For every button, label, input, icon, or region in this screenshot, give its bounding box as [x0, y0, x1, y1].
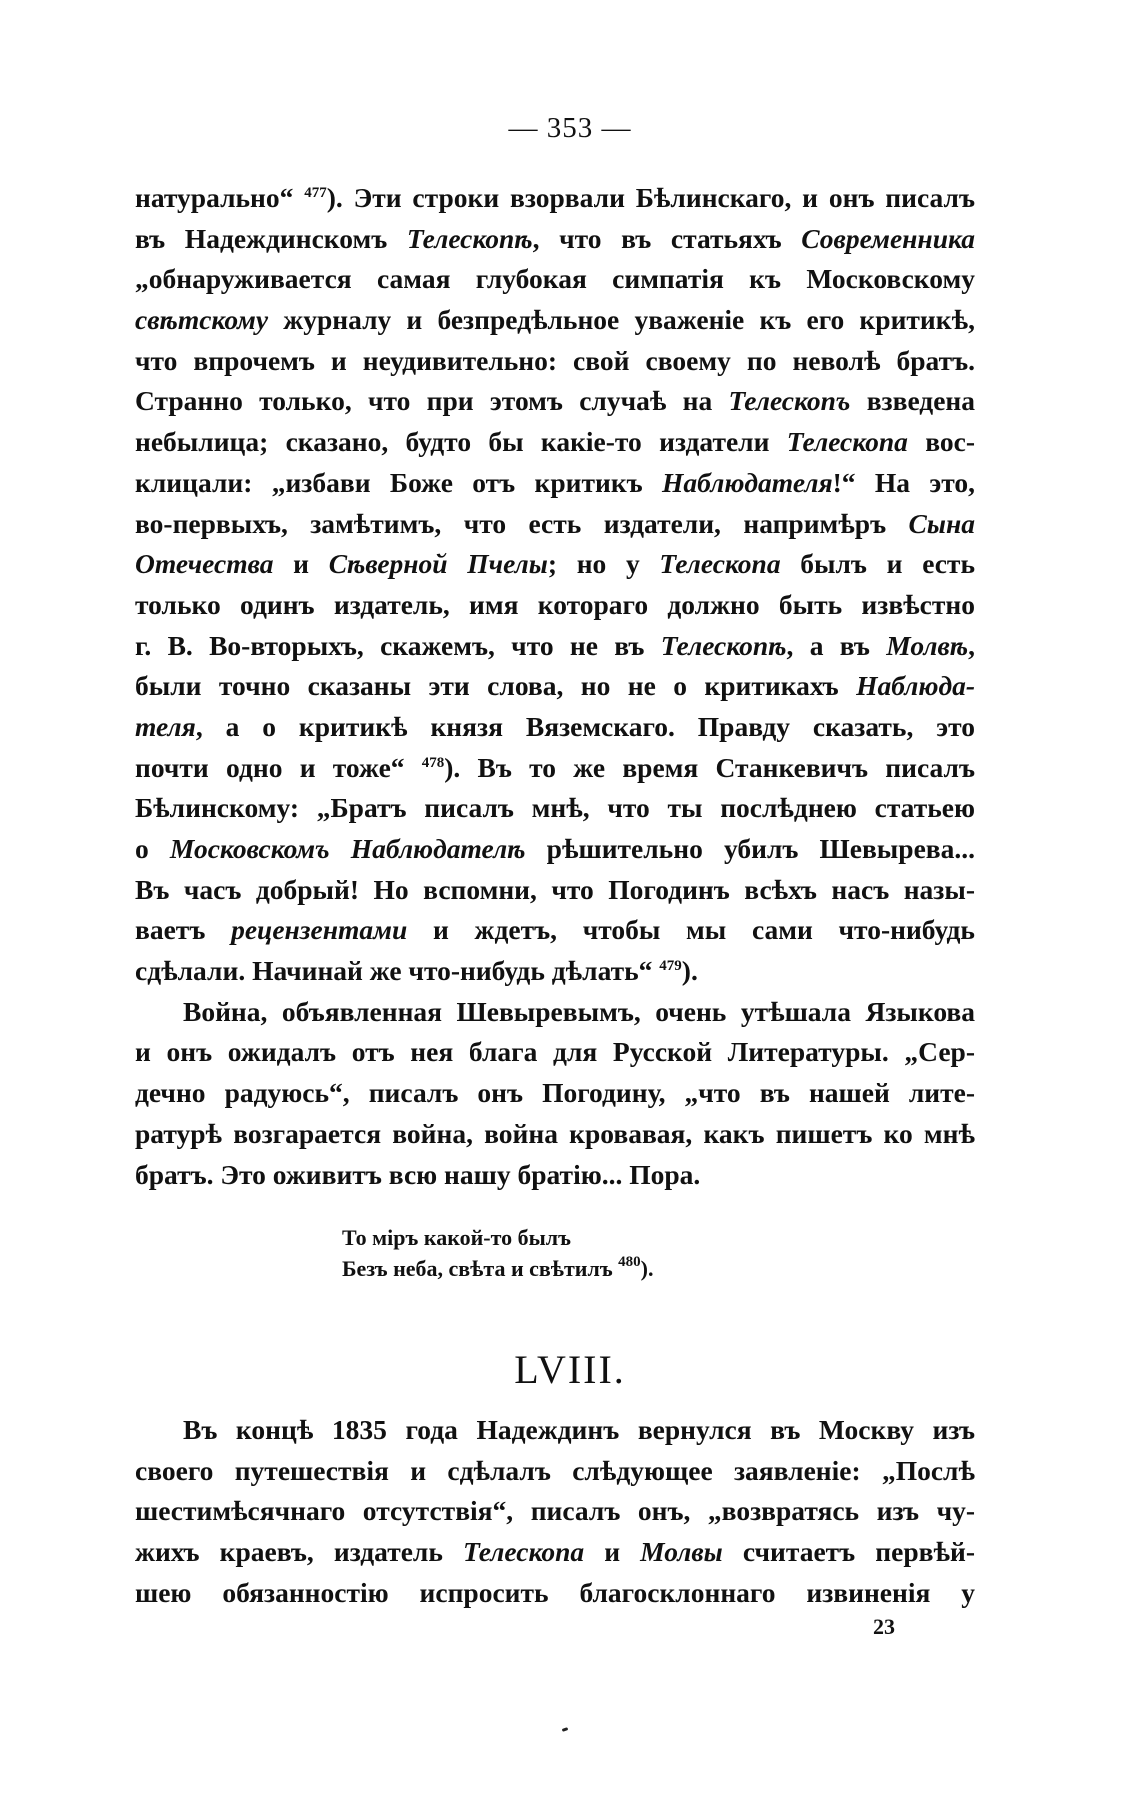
text-line	[135, 829, 975, 870]
line-text: ваетъ	[135, 914, 232, 946]
line-text: ).	[681, 955, 698, 987]
line-text: вос-	[907, 426, 975, 458]
line-text: взведена	[850, 385, 976, 417]
text-line	[135, 381, 975, 422]
line-text: Въ концѣ 1835 года Надеждинъ вернулся въ Москву изъ	[183, 1414, 975, 1445]
line-text: „обнаруживается самая глубокая симпатія къ Московскому	[135, 263, 975, 295]
text-line	[135, 1573, 975, 1614]
text-line	[135, 178, 975, 219]
italic-title: Современника	[801, 222, 975, 254]
text-line	[135, 585, 975, 626]
line-text: клицали: „избави Боже отъ критикъ	[135, 466, 663, 498]
line-text: и	[584, 1536, 641, 1568]
italic-title: Сына	[908, 507, 975, 539]
line-text: былъ и есть	[780, 548, 975, 580]
italic-title: Телескопа	[462, 1536, 585, 1568]
text-line	[135, 910, 975, 951]
line-text: Война, объявленная Шевыревымъ, очень утѣшала Языкова	[183, 995, 975, 1027]
line-text: рѣшительно убилъ Шевырева...	[525, 833, 975, 864]
text-line	[135, 504, 975, 545]
text-line	[135, 951, 975, 992]
line-text: натурально“	[135, 182, 305, 213]
italic-title: Московскомъ Наблюдателѣ	[169, 833, 526, 864]
italic-title: Сѣверной Пчелы	[328, 548, 548, 580]
italic-title: Молвы	[640, 1536, 723, 1568]
text-line	[135, 626, 975, 667]
line-text: дечно радуюсь“, писалъ онъ Погодину, „что въ нашей лите-	[135, 1077, 975, 1109]
text-line	[135, 1073, 975, 1114]
footnote-ref: 479	[659, 958, 682, 975]
line-text: журналу и безпредѣльное уваженіе къ его критикѣ,	[268, 304, 975, 336]
text-line	[135, 707, 975, 748]
text-line	[135, 1032, 975, 1073]
line-text: въ Надеждинскомъ	[135, 222, 407, 254]
footnote-ref: 480	[618, 1254, 641, 1270]
line-text: и	[273, 548, 329, 580]
text-line	[135, 992, 975, 1033]
line-text: что впрочемъ и неудивительно: свой своему по неволѣ братъ.	[135, 344, 975, 376]
italic-title: Телескопъ	[728, 385, 851, 417]
italic-title: Телескопѣ	[660, 629, 787, 661]
line-text: во-первыхъ, замѣтимъ, что есть издатели, напримѣръ	[135, 507, 909, 539]
text-line	[135, 1491, 975, 1532]
text-line	[342, 1253, 653, 1284]
line-text: То міръ какой-то былъ	[342, 1225, 571, 1250]
italic-title: Наблюдателя	[662, 466, 833, 498]
line-text: почти одно и тоже“	[135, 751, 422, 783]
italic-title: свѣтскому	[135, 304, 269, 336]
text-line	[135, 788, 975, 829]
line-text: Безъ неба, свѣта и свѣтилъ	[342, 1256, 619, 1281]
ink-speck	[562, 1727, 569, 1732]
line-text: ). Въ то же время Станкевичъ писалъ	[444, 751, 975, 783]
text-line	[135, 259, 975, 300]
line-text: ратурѣ возгарается война, война кровавая, какъ пишетъ ко мнѣ	[135, 1117, 975, 1149]
line-text: шестимѣсячнаго отсутствія“, писалъ онъ, „возвратясь изъ чу-	[135, 1495, 975, 1527]
line-text: ,	[968, 629, 975, 661]
italic-title: Телескопа	[786, 426, 908, 458]
line-text: , что въ статьяхъ	[532, 222, 802, 254]
text-line	[135, 1114, 975, 1155]
text-line	[135, 300, 975, 341]
line-text: Бѣлинскому: „Братъ писалъ мнѣ, что ты послѣднею статьею	[135, 792, 975, 824]
line-text: ; но у	[547, 548, 660, 580]
line-text: о	[135, 833, 170, 864]
text-line	[135, 1532, 975, 1573]
text-line	[135, 341, 975, 382]
italic-title: Наблюда-	[856, 670, 975, 702]
signature-mark: 23	[873, 1614, 895, 1639]
line-text: , а о критикѣ князя Вяземскаго. Правду сказать, это	[195, 710, 975, 742]
text-block-main	[135, 178, 975, 1195]
footnote-ref: 478	[421, 754, 445, 771]
text-line	[135, 544, 975, 585]
text-block-chapter	[135, 1410, 975, 1613]
text-line	[135, 1155, 975, 1196]
line-text: были точно сказаны эти слова, но не о критикахъ	[135, 670, 857, 702]
line-text: сдѣлали. Начинай же что-нибудь дѣлать“	[135, 955, 660, 987]
line-text: и онъ ожидалъ отъ нея блага для Русской Литературы. „Сер-	[135, 1036, 975, 1068]
footnote-ref: 477	[304, 185, 327, 201]
verse-quote	[342, 1222, 653, 1284]
text-line	[135, 219, 975, 260]
line-text: г. В. Во-вторыхъ, скажемъ, что не въ	[135, 629, 661, 661]
page-number: — 353 —	[508, 112, 632, 144]
line-text: своего путешествія и сдѣлалъ слѣдующее заявленіе: „Послѣ	[135, 1454, 975, 1486]
line-text: ).	[640, 1256, 654, 1281]
text-line	[135, 870, 975, 911]
line-text: только одинъ издатель, имя котораго должно быть извѣстно	[135, 588, 975, 620]
line-text: !“ На это,	[832, 466, 975, 498]
line-text: небылица; сказано, будто бы какіе-то издатели	[135, 426, 787, 458]
text-line	[135, 748, 975, 789]
line-text: считаетъ первѣй-	[722, 1536, 975, 1568]
italic-title: Телескопа	[659, 548, 781, 580]
text-line	[135, 1451, 975, 1492]
italic-title: теля	[135, 710, 196, 742]
italic-title: Молвѣ	[886, 629, 969, 661]
line-text: и ждетъ, чтобы мы сами что-нибудь	[407, 914, 975, 946]
line-text: ). Эти строки взорвали Бѣлинскаго, и онъ писалъ	[326, 182, 975, 213]
line-text: жихъ краевъ, издатель	[135, 1536, 463, 1568]
text-line	[342, 1222, 653, 1253]
text-line	[135, 463, 975, 504]
text-line	[135, 1410, 975, 1451]
italic-title: рецензентами	[231, 914, 408, 946]
line-text: братъ. Это оживитъ всю нашу братію... Пора.	[135, 1158, 701, 1190]
text-line	[135, 666, 975, 707]
text-line	[135, 422, 975, 463]
line-text: Въ часъ добрый! Но вспомни, что Погодинъ всѣхъ насъ назы-	[135, 873, 975, 905]
chapter-heading: LVIII.	[514, 1347, 626, 1392]
italic-title: Телескопѣ	[406, 222, 533, 254]
line-text: шею обязанностію испросить благосклоннаго извиненія у	[135, 1576, 975, 1608]
line-text: Странно только, что при этомъ случаѣ на	[135, 385, 729, 417]
italic-title: Отечества	[135, 548, 274, 580]
line-text: , а въ	[786, 629, 887, 661]
